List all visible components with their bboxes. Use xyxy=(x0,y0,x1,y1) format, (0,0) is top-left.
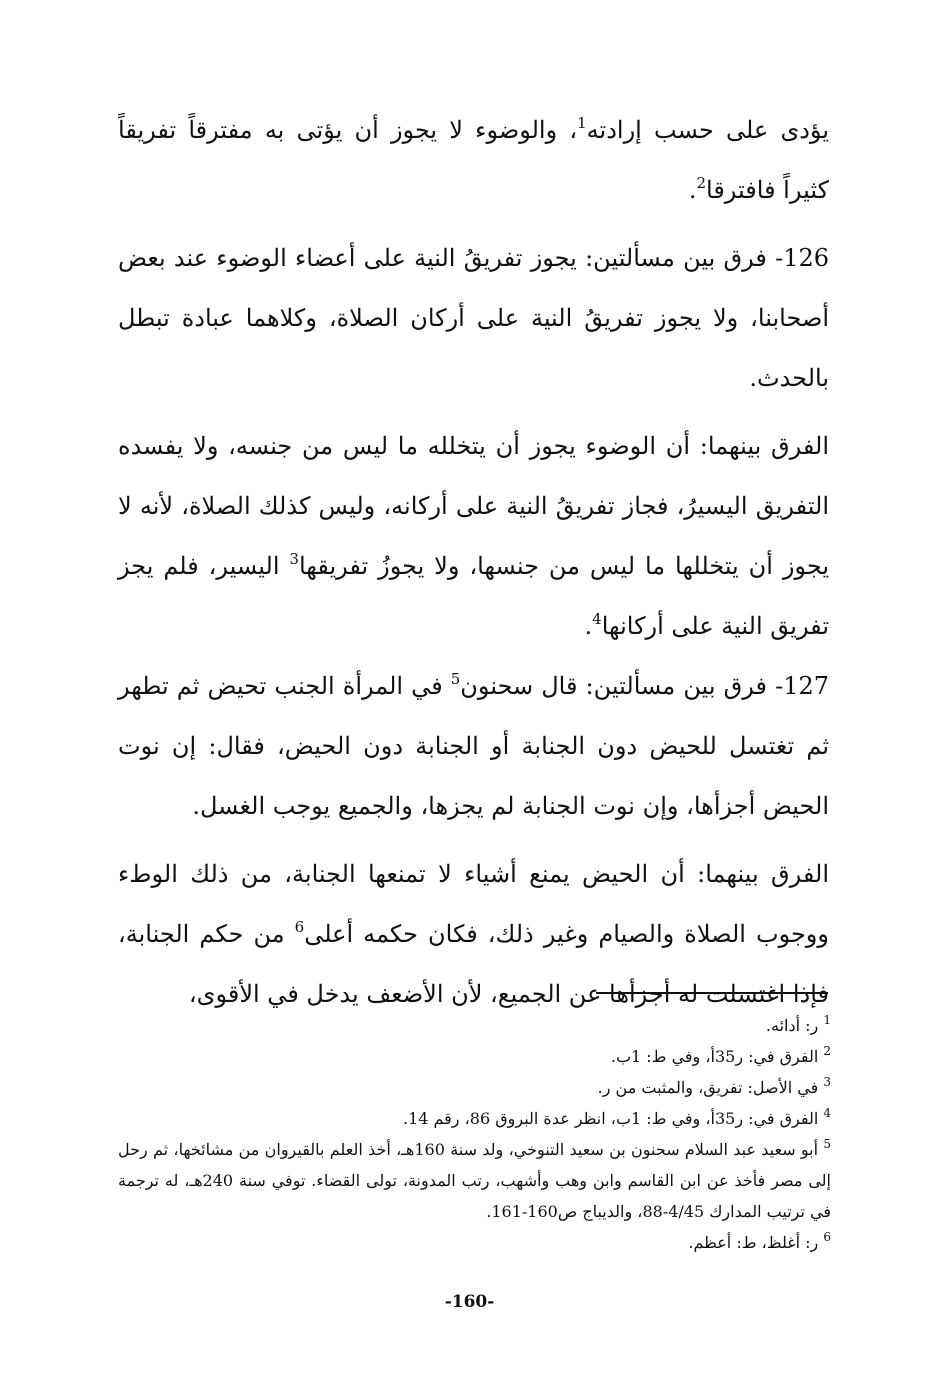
footnote-5 xyxy=(118,1134,831,1227)
footnote-4 xyxy=(118,1103,831,1134)
footnote-ref-3: 3 xyxy=(289,550,299,568)
footnote-text: الفرق في: ر35أ، وفي ط: 1ب. xyxy=(610,1047,819,1066)
footnote-number: 4 xyxy=(823,1106,831,1120)
page-number: -160- xyxy=(444,1292,495,1312)
footnote-number: 2 xyxy=(823,1044,831,1058)
footnote-3 xyxy=(118,1072,831,1103)
footnote-2 xyxy=(118,1041,831,1072)
paragraph-126-difference: الفرق بينهما: أن الوضوء يجوز أن يتخلله ما ليس من جنسه، ولا يفسده التفريق اليسيرُ، فجاز تفريقُ النية على أركانه، وليس كذلك الصلاة، لأنه لا يجوز أن يتخللها ما ليس من جنسها، ولا يجوزُ تفريقها$^3$ اليسير، فلم يجز تفريق النية على أركانها$^4$. xyxy=(118,432,830,640)
footnote-1 xyxy=(118,1010,831,1041)
footnote-number: 3 xyxy=(823,1075,831,1089)
paragraph-1: يؤدى على حسب إرادته$^1$، والوضوء لا يجوز أن يؤتى به مفترقاً تفريقاً كثيراً فافترقا$^2$. xyxy=(118,114,830,204)
footnote-text: في الأصل: تفريق، والمثبت من ر. xyxy=(597,1078,819,1097)
footnote-text: أبو سعيد عبد السلام سحنون بن سعيد التنوخي، ولد سنة 160هـ، أخذ العلم بالقيروان من مشائخها، ثم رحل إلى مصر فأخذ عن ابن القاسم وابن وهب وأشهب، رتب المدونة، تولى القضاء. توفي سنة 240هـ، له ترجمة في ترتيب المدارك 4/45-88، والديباج ص160-161. xyxy=(118,1140,831,1221)
footnote-text: الفرق في: ر35أ، وفي ط: 1ب، انظر عدة البروق 86، رقم 14. xyxy=(402,1109,819,1128)
footnote-ref-5: 5 xyxy=(450,670,461,688)
footnote-ref-6: 6 xyxy=(294,918,305,936)
paragraph-127: 127- فرق بين مسألتين: قال سحنون$^5$ في المرأة الجنب تحيض ثم تطهر ثم تغتسل للحيض دون الجنابة أو الجنابة دون الحيض، فقال: إن نوت الحيض أجزأها، وإن نوت الجنابة لم يجزها، والجميع يوجب الغسل. xyxy=(118,670,829,820)
footnote-number: 5 xyxy=(823,1137,832,1151)
footnote-ref-1: 1 xyxy=(577,114,587,132)
footnote-text: ر: أدائه. xyxy=(765,1016,819,1035)
footnote-number: 6 xyxy=(823,1230,831,1244)
footnote-number: 1 xyxy=(823,1013,831,1027)
footnote-text: ر: أغلظ، ط: أعظم. xyxy=(688,1233,819,1252)
footnote-ref-2: 2 xyxy=(696,174,707,192)
footnote-separator xyxy=(596,992,828,994)
footnote-ref-4: 4 xyxy=(592,610,602,628)
paragraph-126: 126- فرق بين مسألتين: يجوز تفريقُ النية على أعضاء الوضوء عند بعض أصحابنا، ولا يجوز تفريقُ النية على أركان الصلاة، وكلاهما عبادة تبطل بالحدث. xyxy=(118,244,829,392)
main-text xyxy=(118,100,829,1032)
footnote-6 xyxy=(118,1227,831,1258)
paragraph-127-difference: الفرق بينهما: أن الحيض يمنع أشياء لا تمنعها الجنابة، من ذلك الوطء ووجوب الصلاة والصيام وغير ذلك، فكان حكمه أعلى$^6$ من حكم الجنابة، فإذا اغتسلت له أجزأها عن الجميع، لأن الأضعف يدخل في الأقوى، xyxy=(118,860,829,1008)
footnotes xyxy=(118,1010,831,1258)
